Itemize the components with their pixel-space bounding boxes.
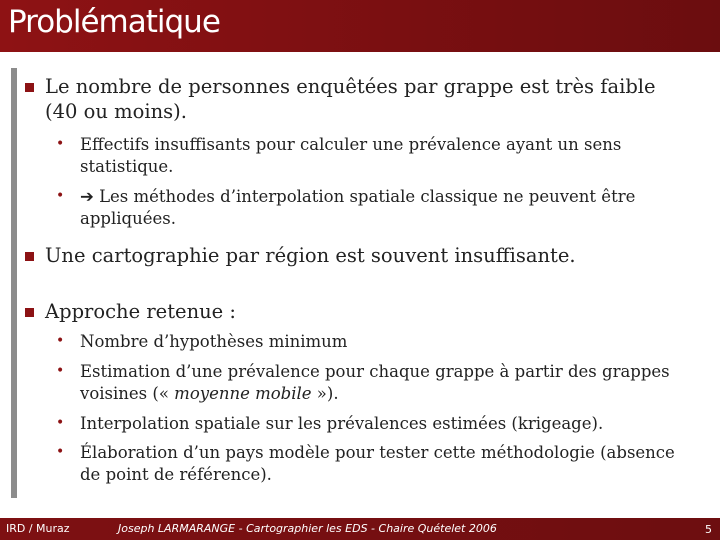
sub-line-1: Effectifs insuffisants pour calculer une prévalence ayant un sens (80, 135, 622, 154)
dot-bullet-icon: • (56, 415, 65, 431)
square-bullet-icon (25, 252, 34, 261)
bullet-3-line-1: Approche retenue : (45, 300, 236, 323)
sub-line-1: Élaboration d’un pays modèle pour tester cette méthodologie (absence (80, 443, 675, 462)
slide-title: Problématique (8, 4, 220, 40)
page-number: 5 (705, 523, 712, 536)
sub-line-2: appliquées. (80, 208, 176, 228)
footer-author: Joseph LARMARANGE - Cartographier les EDS - Chaire Quételet 2006 (118, 522, 497, 535)
footer-org: IRD / Muraz (6, 522, 70, 535)
sub-line-2: voisines (« moyenne mobile »). (80, 384, 339, 403)
bullet-1-line-1: Le nombre de personnes enquêtées par grappe est très faible (45, 75, 656, 98)
dot-bullet-icon: • (56, 188, 65, 204)
dot-bullet-icon: • (56, 444, 65, 460)
dot-bullet-icon: • (56, 333, 65, 349)
bullet-1-line-2: (40 ou moins). (45, 100, 187, 123)
bullet-2-line-1: Une cartographie par région est souvent insuffisante. (45, 244, 576, 267)
footer-bar (0, 518, 720, 540)
sub-line-1: ➔ Les méthodes d’interpolation spatiale classique ne peuvent être (80, 187, 636, 206)
dot-bullet-icon: • (56, 136, 65, 152)
sub-line-1: Interpolation spatiale sur les prévalences estimées (krigeage). (80, 414, 604, 433)
square-bullet-icon (25, 308, 34, 317)
sub-line-1: Nombre d’hypothèses minimum (80, 332, 348, 351)
square-bullet-icon (25, 83, 34, 92)
sub-line-2: de point de référence). (80, 465, 272, 484)
sub-line-1: Estimation d’une prévalence pour chaque grappe à partir des grappes (80, 362, 670, 381)
dot-bullet-icon: • (56, 363, 65, 379)
sub-line-2: statistique. (80, 156, 174, 176)
